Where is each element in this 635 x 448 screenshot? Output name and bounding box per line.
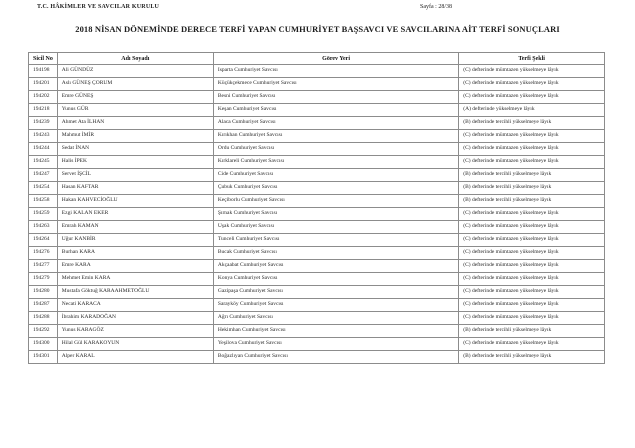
cell-terfi-sekli: (C) defterinde mümtazen yükselmeye lâyık <box>459 247 605 260</box>
cell-adi-soyadi: Aslı GÜNEŞ ÇORUM <box>57 78 213 91</box>
table-body <box>29 65 605 364</box>
cell-adi-soyadi: Alper KARAL <box>57 351 213 364</box>
cell-sicil-no: 194239 <box>29 117 58 130</box>
cell-terfi-sekli: (B) defterinde tercihli yükselmeye lâyık <box>459 351 605 364</box>
cell-sicil-no: 194243 <box>29 130 58 143</box>
cell-sicil-no: 194247 <box>29 169 58 182</box>
cell-terfi-sekli: (C) defterinde mümtazen yükselmeye lâyık <box>459 338 605 351</box>
cell-terfi-sekli: (C) defterinde mümtazen yükselmeye lâyık <box>459 273 605 286</box>
cell-adi-soyadi: Mustafa Göktuğ KARAAHMETOĞLU <box>57 286 213 299</box>
cell-gorev-yeri: Bucak Cumhuriyet Savcısı <box>213 247 458 260</box>
cell-adi-soyadi: İbrahim KARADOĞAN <box>57 312 213 325</box>
table-row <box>29 351 605 364</box>
cell-terfi-sekli: (C) defterinde mümtazen yükselmeye lâyık <box>459 234 605 247</box>
column-header-adi-soyadi: Adı Soyadı <box>57 53 213 65</box>
cell-terfi-sekli: (B) defterinde tercihli yükselmeye lâyık <box>459 182 605 195</box>
cell-terfi-sekli: (C) defterinde mümtazen yükselmeye lâyık <box>459 286 605 299</box>
cell-adi-soyadi: Hilal Gül KARAKOYUN <box>57 338 213 351</box>
table-row <box>29 65 605 78</box>
cell-adi-soyadi: Ezgi KALAN EKER <box>57 208 213 221</box>
table-row <box>29 338 605 351</box>
cell-gorev-yeri: Boğazlıyan Cumhuriyet Savcısı <box>213 351 458 364</box>
cell-sicil-no: 194292 <box>29 325 58 338</box>
cell-adi-soyadi: Necati KARACA <box>57 299 213 312</box>
cell-gorev-yeri: Uşak Cumhuriyet Savcısı <box>213 221 458 234</box>
cell-sicil-no: 194218 <box>29 104 58 117</box>
cell-adi-soyadi: Uğur KANBİR <box>57 234 213 247</box>
cell-sicil-no: 194264 <box>29 234 58 247</box>
cell-gorev-yeri: Akçaabat Cumhuriyet Savcısı <box>213 260 458 273</box>
cell-gorev-yeri: Alaca Cumhuriyet Savcısı <box>213 117 458 130</box>
cell-gorev-yeri: Besni Cumhuriyet Savcısı <box>213 91 458 104</box>
table-row <box>29 182 605 195</box>
table-row <box>29 169 605 182</box>
cell-gorev-yeri: Kırıkhan Cumhuriyet Savcısı <box>213 130 458 143</box>
cell-terfi-sekli: (C) defterinde mümtazen yükselmeye lâyık <box>459 156 605 169</box>
cell-adi-soyadi: Burhan KARA <box>57 247 213 260</box>
table-row <box>29 117 605 130</box>
cell-sicil-no: 194254 <box>29 182 58 195</box>
cell-sicil-no: 194279 <box>29 273 58 286</box>
cell-adi-soyadi: Hasan KAFTAR <box>57 182 213 195</box>
cell-terfi-sekli: (B) defterinde tercihli yükselmeye lâyık <box>459 117 605 130</box>
cell-terfi-sekli: (C) defterinde mümtazen yükselmeye lâyık <box>459 130 605 143</box>
cell-sicil-no: 194288 <box>29 312 58 325</box>
cell-sicil-no: 194276 <box>29 247 58 260</box>
cell-gorev-yeri: Tunceli Cumhuriyet Savcısı <box>213 234 458 247</box>
cell-gorev-yeri: Konya Cumhuriyet Savcısı <box>213 273 458 286</box>
table-row <box>29 325 605 338</box>
cell-terfi-sekli: (C) defterinde mümtazen yükselmeye lâyık <box>459 91 605 104</box>
cell-adi-soyadi: Emre KARA <box>57 260 213 273</box>
cell-terfi-sekli: (C) defterinde mümtazen yükselmeye lâyık <box>459 208 605 221</box>
cell-sicil-no: 194258 <box>29 195 58 208</box>
cell-adi-soyadi: Mehmet Emin KARA <box>57 273 213 286</box>
org-title: T.C. HÂKİMLER VE SAVCILAR KURULU <box>37 4 160 10</box>
cell-sicil-no: 194300 <box>29 338 58 351</box>
table-header-row <box>29 53 605 65</box>
cell-terfi-sekli: (C) defterinde mümtazen yükselmeye lâyık <box>459 221 605 234</box>
cell-gorev-yeri: Yeşilova Cumhuriyet Savcısı <box>213 338 458 351</box>
cell-terfi-sekli: (C) defterinde mümtazen yükselmeye lâyık <box>459 65 605 78</box>
cell-gorev-yeri: Şırnak Cumhuriyet Savcısı <box>213 208 458 221</box>
document-title: 2018 NİSAN DÖNEMİNDE DERECE TERFİ YAPAN CUMHURİYET BAŞSAVCI VE SAVCILARINA AİT TERFİ SONUÇLARI <box>75 24 560 34</box>
table-row <box>29 130 605 143</box>
cell-gorev-yeri: Ağrı Cumhuriyet Savcısı <box>213 312 458 325</box>
cell-adi-soyadi: Hakan KAHVECİOĞLU <box>57 195 213 208</box>
cell-gorev-yeri: Isparta Cumhuriyet Savcısı <box>213 65 458 78</box>
table-row <box>29 195 605 208</box>
table-row <box>29 156 605 169</box>
table-row <box>29 221 605 234</box>
table-row <box>29 104 605 117</box>
cell-terfi-sekli: (C) defterinde mümtazen yükselmeye lâyık <box>459 143 605 156</box>
cell-adi-soyadi: Sedat İNAN <box>57 143 213 156</box>
cell-adi-soyadi: Ali GÜNDÜZ <box>57 65 213 78</box>
cell-terfi-sekli: (B) defterinde tercihli yükselmeye lâyık <box>459 325 605 338</box>
cell-terfi-sekli: (A) defterinde yükselmeye lâyık <box>459 104 605 117</box>
cell-terfi-sekli: (B) defterinde tercihli yükselmeye lâyık <box>459 169 605 182</box>
cell-adi-soyadi: Servet İŞCİL <box>57 169 213 182</box>
cell-gorev-yeri: Cide Cumhuriyet Savcısı <box>213 169 458 182</box>
cell-sicil-no: 194198 <box>29 65 58 78</box>
cell-gorev-yeri: Ordu Cumhuriyet Savcısı <box>213 143 458 156</box>
cell-sicil-no: 194287 <box>29 299 58 312</box>
cell-gorev-yeri: Hekimhan Cumhuriyet Savcısı <box>213 325 458 338</box>
cell-terfi-sekli: (C) defterinde mümtazen yükselmeye lâyık <box>459 260 605 273</box>
cell-adi-soyadi: Mahmut İMİR <box>57 130 213 143</box>
table-row <box>29 247 605 260</box>
cell-gorev-yeri: Keşan Cumhuriyet Savcısı <box>213 104 458 117</box>
column-header-sicil-no: Sicil No <box>29 53 58 65</box>
table-row <box>29 234 605 247</box>
cell-sicil-no: 194245 <box>29 156 58 169</box>
table-row <box>29 312 605 325</box>
table-row <box>29 260 605 273</box>
column-header-terfi-sekli: Terfi Şekli <box>459 53 605 65</box>
cell-gorev-yeri: Sarayköy Cumhuriyet Savcısı <box>213 299 458 312</box>
cell-adi-soyadi: Ahmet Ata İLHAN <box>57 117 213 130</box>
results-table <box>28 52 605 364</box>
column-header-gorev-yeri: Görev Yeri <box>213 53 458 65</box>
cell-adi-soyadi: Yunus KARAGÖZ <box>57 325 213 338</box>
cell-sicil-no: 194263 <box>29 221 58 234</box>
cell-gorev-yeri: Kırklareli Cumhuriyet Savcısı <box>213 156 458 169</box>
cell-sicil-no: 194202 <box>29 91 58 104</box>
cell-sicil-no: 194301 <box>29 351 58 364</box>
table-row <box>29 273 605 286</box>
cell-gorev-yeri: Gazipaşa Cumhuriyet Savcısı <box>213 286 458 299</box>
cell-sicil-no: 194277 <box>29 260 58 273</box>
cell-adi-soyadi: Emre GÜNEŞ <box>57 91 213 104</box>
table-row <box>29 143 605 156</box>
table-row <box>29 91 605 104</box>
table-row <box>29 78 605 91</box>
page-number: Sayfa : 28/38 <box>420 4 452 10</box>
cell-terfi-sekli: (C) defterinde mümtazen yükselmeye lâyık <box>459 78 605 91</box>
cell-terfi-sekli: (B) defterinde tercihli yükselmeye lâyık <box>459 195 605 208</box>
table-row <box>29 208 605 221</box>
cell-gorev-yeri: Küçükçekmece Cumhuriyet Savcısı <box>213 78 458 91</box>
table-row <box>29 299 605 312</box>
cell-gorev-yeri: Keçiborlu Cumhuriyet Savcısı <box>213 195 458 208</box>
cell-adi-soyadi: Yunus GÜR <box>57 104 213 117</box>
cell-adi-soyadi: Halis İPEK <box>57 156 213 169</box>
cell-sicil-no: 194280 <box>29 286 58 299</box>
table-row <box>29 286 605 299</box>
cell-sicil-no: 194244 <box>29 143 58 156</box>
cell-gorev-yeri: Çubuk Cumhuriyet Savcısı <box>213 182 458 195</box>
cell-sicil-no: 194201 <box>29 78 58 91</box>
cell-sicil-no: 194259 <box>29 208 58 221</box>
cell-adi-soyadi: Emrah KAMAN <box>57 221 213 234</box>
cell-terfi-sekli: (C) defterinde mümtazen yükselmeye lâyık <box>459 299 605 312</box>
cell-terfi-sekli: (C) defterinde mümtazen yükselmeye lâyık <box>459 312 605 325</box>
